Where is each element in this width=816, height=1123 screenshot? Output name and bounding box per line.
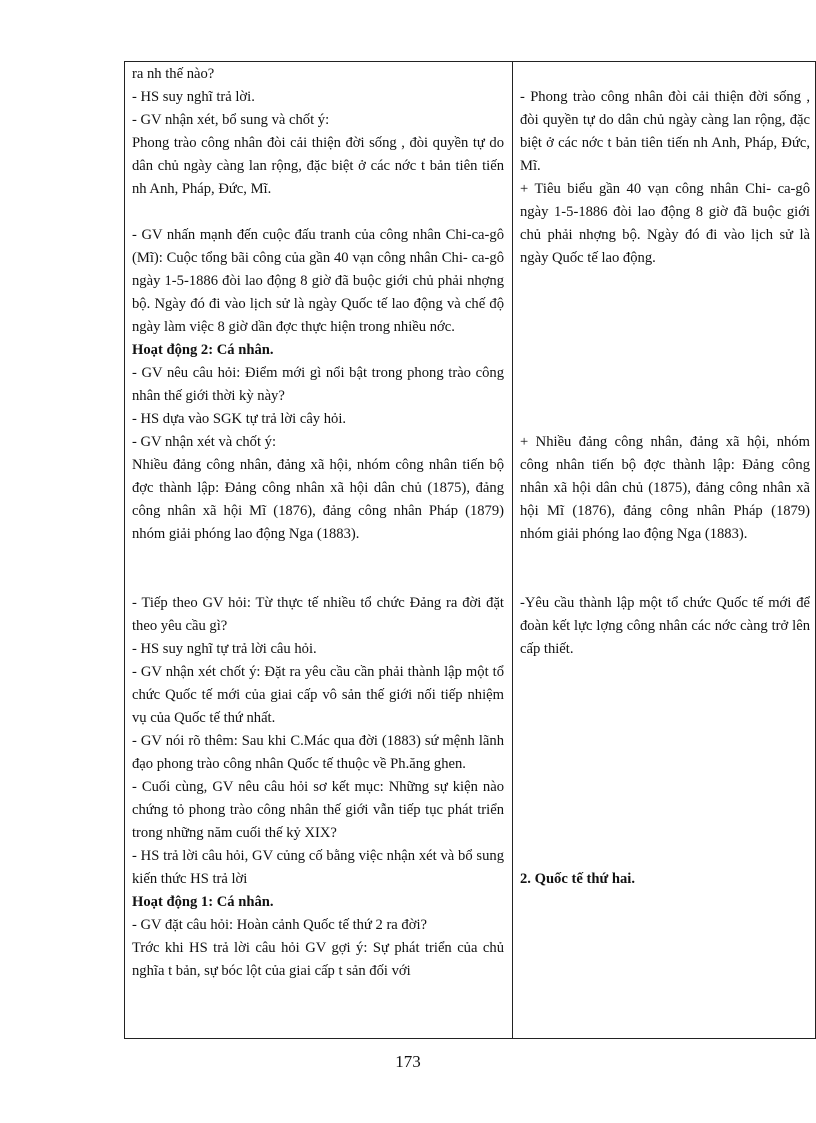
right-spacer — [520, 270, 810, 431]
column-divider — [512, 62, 513, 1038]
left-paragraph: - GV nói rõ thêm: Sau khi C.Mác qua đời (1883) sứ mệnh lãnh đạo phong trào công nhân Quốc tế thuộc về Ph.ăng ghen. — [132, 733, 504, 772]
left-paragraph: - GV nhận xét chốt ý: Đặt ra yêu cầu cần phải thành lập một tổ chức Quốc tế mới của giai cấp vô sản thế giới nối tiếp nhiệm vụ của Quốc tế thứ nhất. — [132, 664, 504, 726]
left-paragraph: Nhiều đảng công nhân, đảng xã hội, nhóm công nhân tiến bộ đợc thành lập: Đảng công nhân xã hội dân chủ (1875), đảng công nhân xã hội Mĩ (1876), đảng công nhân Pháp (1879) nhóm giải phóng lao động Nga (1883). — [132, 457, 504, 542]
left-paragraph: - Cuối cùng, GV nêu câu hỏi sơ kết mục: Những sự kiện nào chứng tỏ phong trào công nhân thế giới vẫn tiếp tục phát triển trong những năm cuối thế kỷ XIX? — [132, 779, 504, 841]
left-paragraph: Phong trào công nhân đòi cải thiện đời sống , đòi quyền tự do dân chủ ngày càng lan rộng, đặc biệt ở các nớc t bản tiên tiến nh Anh, Pháp, Đức, Mĩ. — [132, 135, 504, 197]
left-paragraph: - GV nhấn mạnh đến cuộc đấu tranh của công nhân Chi-ca-gô (Mĩ): Cuộc tổng bãi công của gần 40 vạn công nhân Chi- ca-gô ngày 1-5-1886 đòi lao động 8 giờ đã buộc giới chủ phải nhợng bộ. Ngày đó đi vào lịch sử là ngày Quốc tế lao động và chế độ ngày làm việc 8 giờ dần đợc thực hiện trong nhiều nớc. — [132, 227, 504, 335]
left-line: - GV đặt câu hỏi: Hoàn cảnh Quốc tế thứ 2 ra đời? — [132, 917, 427, 933]
teacher-activity-column — [132, 63, 504, 983]
right-spacer — [520, 546, 810, 592]
left-blank — [132, 546, 504, 569]
left-paragraph: - HS trả lời câu hỏi, GV củng cố bằng việc nhận xét và bổ sung kiến thức HS trả lời — [132, 848, 504, 887]
left-line: - HS suy nghĩ trả lời. — [132, 89, 255, 105]
right-paragraph: -Yêu cầu thành lập một tổ chức Quốc tế mới để đoàn kết lực lợng công nhân các nớc càng trở lên cấp thiết. — [520, 595, 810, 657]
right-paragraph: + Nhiều đảng công nhân, đảng xã hội, nhóm công nhân tiến bộ đợc thành lập: Đảng công nhân xã hội dân chủ (1875), đảng công nhân xã hội Mĩ (1876), đảng công nhân Pháp (1879) nhóm giải phóng lao động Nga (1883). — [520, 434, 810, 542]
left-paragraph: - GV nêu câu hỏi: Điểm mới gì nổi bật trong phong trào công nhân thế giới thời kỳ này? — [132, 365, 504, 404]
lesson-table — [124, 61, 816, 1039]
activity-2-heading: Hoạt động 2: Cá nhân. — [132, 342, 274, 358]
left-paragraph: Trớc khi HS trả lời câu hỏi GV gợi ý: Sự phát triển của chủ nghĩa t bản, sự bóc lột của giai cấp t sản đối với — [132, 940, 504, 979]
page-number: 173 — [395, 1052, 421, 1071]
activity-1-heading: Hoạt động 1: Cá nhân. — [132, 894, 274, 910]
left-line: - HS dựa vào SGK tự trả lời cây hỏi. — [132, 411, 347, 427]
left-paragraph: - Tiếp theo GV hỏi: Từ thực tế nhiều tổ chức Đảng ra đời đặt theo yêu cầu gì? — [132, 595, 504, 634]
right-paragraph: + Tiêu biểu gần 40 vạn công nhân Chi- ca-gô ngày 1-5-1886 đòi lao động 8 giờ đã buộc giới chủ phải nhợng bộ. Ngày đó đi vào lịch sử là ngày Quốc tế lao động. — [520, 181, 810, 266]
right-spacer — [520, 661, 810, 868]
right-paragraph: - Phong trào công nhân đòi cải thiện đời sống , đòi quyền tự do dân chủ ngày càng lan rộng, đặc biệt ở các nớc t bản tiên tiến nh Anh, Pháp, Đức, Mĩ. — [520, 89, 810, 174]
left-line: - GV nhận xét và chốt ý: — [132, 434, 277, 450]
right-blank — [520, 63, 810, 86]
left-blank — [132, 569, 504, 592]
left-blank — [132, 201, 504, 224]
knowledge-column — [520, 63, 810, 891]
left-line: - HS suy nghĩ tự trả lời câu hỏi. — [132, 641, 317, 657]
section-2-heading: 2. Quốc tế thứ hai. — [520, 871, 635, 887]
left-line: ra nh thế nào? — [132, 66, 215, 82]
left-line: - GV nhận xét, bổ sung và chốt ý: — [132, 112, 330, 128]
